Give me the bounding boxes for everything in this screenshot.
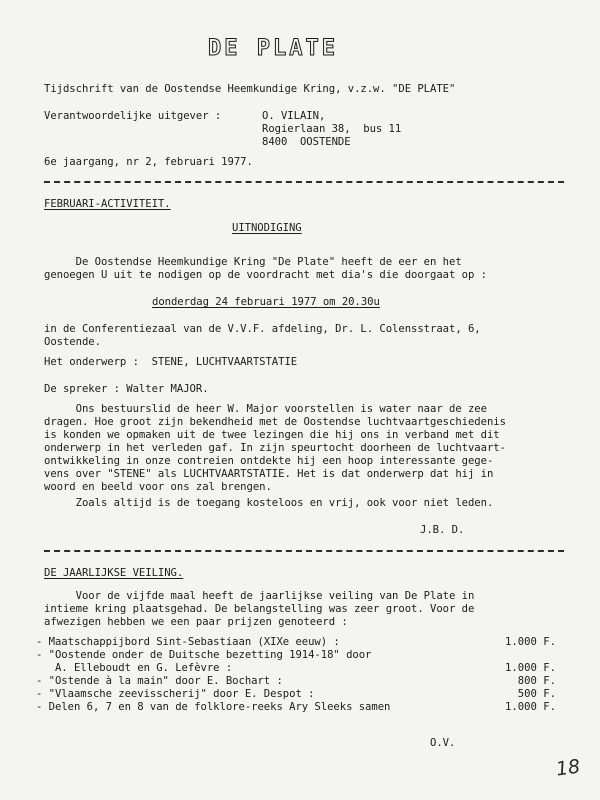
auction-intro-line: intieme kring plaatsgehad. De belangstelling was zeer groot. Voor de [44,603,475,615]
signature-ov: O.V. [430,737,456,749]
auction-item-price: 1.000 F. [504,701,556,713]
handwritten-page-number: 18 [554,755,582,781]
intro-line-1: De Oostendse Heemkundige Kring "De Plate" heeft de eer en het [44,256,462,268]
subject-line: Het onderwerp : STENE, LUCHTVAARTSTATIE [44,356,298,368]
auction-intro-line: Voor de vijfde maal heeft de jaarlijkse veiling van De Plate in [44,590,475,602]
body-line: onderwerp in het verleden gaf. In zijn speurtocht doorheen de luchtvaart- [44,442,506,454]
body-line: Ons bestuurslid de heer W. Major voorstellen is water naar de zee [44,403,487,415]
auction-item: - "Oostende onder de Duitsche bezetting 1914-18" door [36,649,372,661]
publisher-street: Rogierlaan 38, bus 11 [262,123,402,135]
auction-item-price: 800 F. [517,675,556,687]
auction-item: - Maatschappijbord Sint-Sebastiaan (XIXe eeuw) : [36,636,340,648]
body-line: Zoals altijd is de toegang kosteloos en vrij, ook voor niet leden. [44,497,494,509]
masthead-subtitle: Tijdschrift van de Oostendse Heemkundige Kring, v.z.w. "DE PLATE" [44,83,456,95]
auction-item-price: 500 F. [517,688,556,700]
auction-item: - "Ostende à la main" door E. Bochart : [36,675,283,687]
section-heading-february: FEBRUARI-ACTIVITEIT. [44,198,171,210]
body-line: ontwikkeling in onze contreien ontdekte hij een hoop interessante gege- [44,455,494,467]
publisher-label: Verantwoordelijke uitgever : [44,110,222,122]
body-line: vens over "STENE" als LUCHTVAARTSTATIE. Het is dat onderwerp dat hij in [44,468,494,480]
signature-jbd: J.B. D. [420,524,465,536]
intro-line-2: genoegen U uit te nodigen op de voordracht met dia's die doorgaat op : [44,269,487,281]
section-heading-auction: DE JAARLIJKSE VEILING. [44,567,184,579]
event-date: donderdag 24 februari 1977 om 20.30u [152,296,380,308]
body-line: is konden we opmaken uit de twee lezingen die hij ons in verband met dit [44,429,500,441]
issue-line: 6e jaargang, nr 2, februari 1977. [44,156,253,168]
separator-2 [44,550,564,554]
auction-item-price: 1.000 F. [504,636,556,648]
speaker-line: De spreker : Walter MAJOR. [44,383,209,395]
body-line: woord en beeld voor ons zal brengen. [44,481,272,493]
auction-item: A. Elleboudt en G. Lefèvre : [36,662,233,674]
masthead-title: DE PLATE [208,36,338,61]
publisher-city: 8400 OOSTENDE [262,136,351,148]
body-line: dragen. Hoe groot zijn bekendheid met de Oostendse luchtvaartgeschiedenis [44,416,506,428]
venue-line-2: Oostende. [44,336,101,348]
publisher-name: O. VILAIN, [262,110,326,122]
auction-intro-line: afwezigen hebben we een paar prijzen genoteerd : [44,616,348,628]
invitation-heading: UITNODIGING [232,222,302,234]
separator-1 [44,181,564,185]
auction-item-price: 1.000 F. [504,662,556,674]
venue-line-1: in de Conferentiezaal van de V.V.F. afdeling, Dr. L. Colensstraat, 6, [44,323,481,335]
auction-item: - Delen 6, 7 en 8 van de folklore-reeks Ary Sleeks samen [36,701,391,713]
auction-item: - "Vlaamsche zeevisscherij" door E. Despot : [36,688,315,700]
